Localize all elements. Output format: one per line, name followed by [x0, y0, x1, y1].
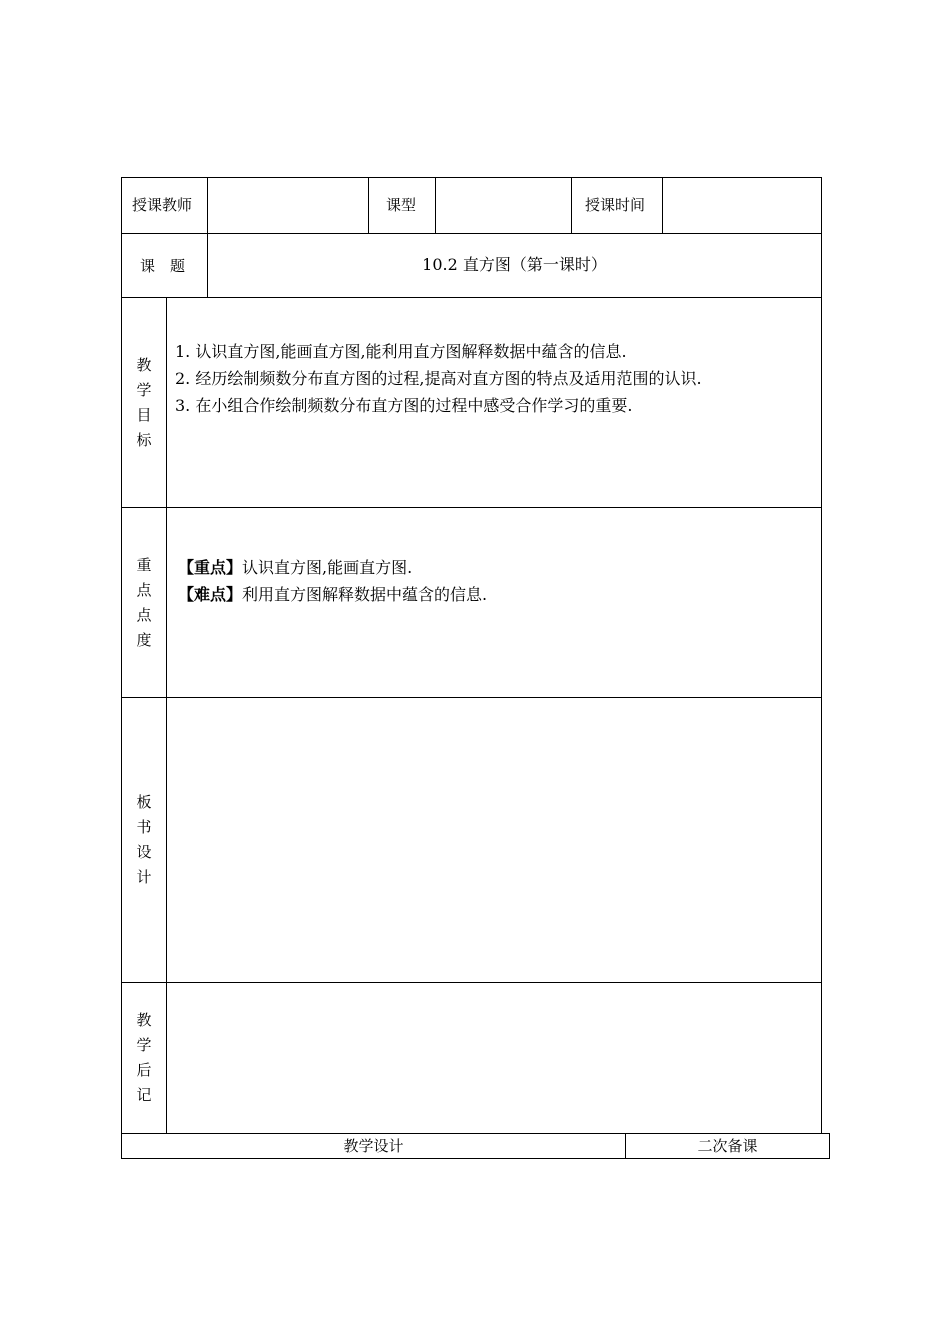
hline-3 [121, 507, 822, 508]
objectives-label-char: 标 [136, 431, 152, 449]
vline-footer-right [829, 1133, 830, 1159]
objectives-label [122, 353, 166, 453]
board-design-label-char: 设 [136, 843, 152, 861]
topic-label: 课 题 [140, 257, 186, 275]
key-points-label-char: 重 [136, 556, 152, 574]
vline-right [821, 177, 822, 1134]
time-label: 授课时间 [585, 196, 646, 214]
second-prep-label: 二次备课 [697, 1137, 758, 1155]
key-point-tag: 【重点】 [178, 558, 243, 577]
board-design-area[interactable] [167, 698, 821, 982]
reflection-area[interactable] [167, 983, 821, 1133]
objective-item: 1. 认识直方图,能画直方图,能利用直方图解释数据中蕴含的信息. [175, 342, 627, 361]
objective-item: 2. 经历绘制频数分布直方图的过程,提高对直方图的特点及适用范围的认识. [175, 369, 702, 388]
key-points-label-char: 度 [136, 631, 152, 649]
reflection-label-char: 后 [136, 1061, 152, 1079]
hline-bottom [121, 1158, 830, 1159]
key-point-row [178, 554, 487, 581]
key-points-content [178, 554, 487, 608]
key-points-label-char: 点 [136, 606, 152, 624]
reflection-label-char: 学 [136, 1036, 152, 1054]
board-design-label-char: 书 [136, 818, 152, 836]
vline-h4 [571, 177, 572, 234]
difficult-point-text: 利用直方图解释数据中蕴含的信息. [242, 585, 488, 604]
board-design-label-char: 计 [136, 868, 152, 886]
difficult-point-row [178, 581, 487, 608]
objectives-label-char: 学 [136, 381, 152, 399]
hline-1 [121, 233, 822, 234]
vline-h5 [662, 177, 663, 234]
vline-h3 [435, 177, 436, 234]
key-point-text: 认识直方图,能画直方图. [242, 558, 413, 577]
reflection-label-char: 记 [136, 1086, 152, 1104]
hline-top [121, 177, 822, 178]
key-points-label-char: 点 [136, 581, 152, 599]
vline-h2 [368, 177, 369, 234]
hline-6 [121, 1133, 830, 1134]
board-design-label [122, 790, 166, 890]
key-points-label [122, 553, 166, 653]
hline-2 [121, 297, 822, 298]
objectives-label-char: 目 [136, 406, 152, 424]
reflection-label [122, 1008, 166, 1108]
difficult-point-tag: 【难点】 [178, 585, 243, 604]
objective-item: 3. 在小组合作绘制频数分布直方图的过程中感受合作学习的重要. [175, 396, 633, 415]
objectives-list [175, 338, 702, 419]
board-design-label-char: 板 [136, 793, 152, 811]
objectives-label-char: 教 [136, 356, 152, 374]
vline-h1 [207, 177, 208, 298]
teacher-label: 授课教师 [132, 196, 193, 214]
type-label: 课型 [386, 196, 417, 214]
topic-title: 10.2 直方图（第一课时） [422, 255, 607, 274]
reflection-label-char: 教 [136, 1011, 152, 1029]
teaching-design-label: 教学设计 [343, 1137, 404, 1155]
